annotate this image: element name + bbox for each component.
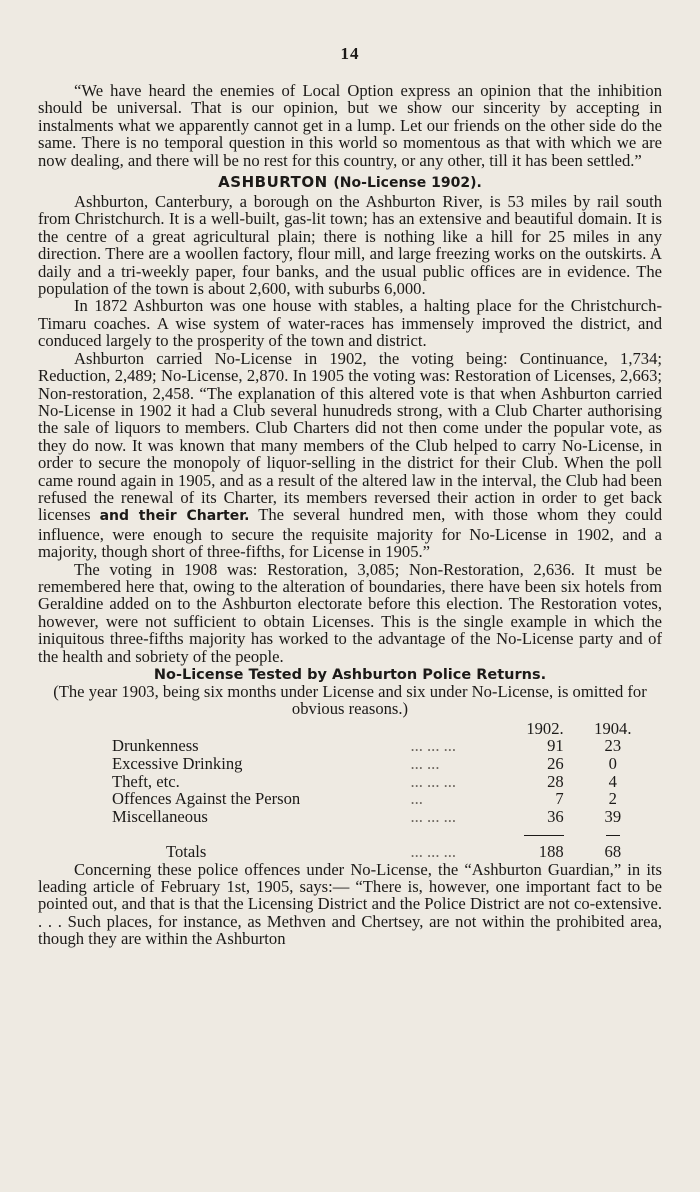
- row-label: Offences Against the Person: [112, 789, 301, 809]
- section-heading-main: ASHBURTON: [218, 173, 328, 192]
- row-1902-value: 7: [555, 789, 564, 809]
- voting-text-2: The several hundred men, with those whom they could influence, were enough to secure the requisite majority for No-License in 1902, and a majority, though short of three-fifths, for License in 1905.”: [38, 505, 662, 562]
- totals-label: Totals: [166, 841, 207, 861]
- voting-1908-paragraph: The voting in 1908 was: Restoration, 3,085; Non-Restoration, 2,636. It must be remembered here that, owing to the alteration of boundaries, there have been six hotels from Geraldine added on to the Ashburton electorate before this election. The Restoration votes, however, were not sufficient to obtain Licenses. This is the single example in which the iniquitous three-fifths majority has worked to the advantage of the No-License party and of the health and sobriety of the people.: [38, 559, 662, 666]
- totals-dots: ... ... ...: [410, 841, 457, 861]
- table-row: [112, 737, 662, 755]
- row-label: Drunkenness: [112, 736, 199, 756]
- row-1904-value: 23: [604, 736, 622, 756]
- history-paragraph: In 1872 Ashburton was one house with stables, a halting place for the Christchurch-Timaru coaches. A wise system of water-races has immensely improved the district, and conduced largely to the prosperity of the town and district.: [38, 296, 662, 351]
- table-row: [112, 808, 662, 826]
- section-heading: [38, 173, 662, 191]
- row-1904-value: 4: [608, 771, 617, 791]
- book-page: [38, 44, 662, 948]
- row-label: Miscellaneous: [112, 806, 208, 826]
- row-dots: ... ... ...: [410, 771, 457, 791]
- row-1902-value: 28: [547, 771, 564, 791]
- sum-rule-1902: [524, 835, 564, 836]
- table-header-row: [112, 720, 662, 738]
- page-number: 14: [340, 44, 360, 63]
- table-row: [112, 755, 662, 773]
- total-1902: 188: [538, 841, 564, 861]
- police-returns-table: [112, 720, 662, 861]
- row-1902-value: 36: [547, 806, 564, 826]
- total-1904: 68: [604, 841, 622, 861]
- row-1904-value: 0: [608, 754, 617, 773]
- voting-text-1: Ashburton carried No-License in 1902, the voting being: Continuance, 1,734; Reduction, 2,489; No-License, 2,870. In 1905 the voting was: Restoration of Licenses, 2,663; Non-restoration, 2,458. “The explanation of this altered vote is that when Ashburton carried No-License in 1902 it had a Club several hunudreds strong, with a Club Charter authorising the sale of liquors to members. Club Charters did not then come under the popular vote, as they do now. It was known that many members of the Club helped to carry No-License, in order to secure the monopoly of liquor-selling in the district for their Club. When the poll came round again in 1905, and as a result of the altered law in the interval, the Club had been refused the renewal of its Charter, its members reversed their action in order to get back licenses: [38, 348, 662, 525]
- totals-row: [112, 843, 662, 861]
- row-dots: ...: [410, 789, 423, 809]
- row-dots: ... ... ...: [410, 736, 457, 756]
- section-heading-sub: (No-License 1902).: [333, 175, 482, 192]
- quote-paragraph: “We have heard the enemies of Local Option express an opinion that the inhibition should be universal. That is our opinion, but we show our sincerity by accepting in instalments what we apparently cannot get in a lump. Let our friends on the other side do the same. There is no temporal question in this world so momentous as that with which we are now dealing, and there will be no rest for this country, or any other, till it has been settled.”: [38, 81, 662, 170]
- col-1904: 1904.: [594, 718, 632, 738]
- row-1904-value: 39: [604, 806, 622, 826]
- guardian-paragraph: Concerning these police offences under No-License, the “Ashburton Guardian,” in its leading article of February 1st, 1905, says:— “There is, however, one important fact to be pointed out, and that is that the Licensing District and the Police District are not co-extensive. . . . Such places, for instance, as Methven and Chertsey, are not within the prohibited area, though they are within the Ashburton: [38, 859, 662, 949]
- row-1902-value: 91: [547, 736, 564, 756]
- row-dots: ... ... ...: [410, 806, 457, 826]
- table-row: [112, 773, 662, 791]
- sum-rule-1904: [606, 835, 620, 836]
- table-row: [112, 790, 662, 808]
- row-label: Theft, etc.: [112, 771, 180, 791]
- row-label: Excessive Drinking: [112, 754, 243, 773]
- voting-text-bold: and their Charter.: [99, 508, 250, 525]
- row-dots: ... ...: [410, 754, 440, 773]
- col-1902: 1902.: [526, 718, 564, 738]
- table-note: (The year 1903, being six months under License and six under No-License, is omitted for obvious reasons.): [53, 682, 647, 719]
- voting-paragraph: [38, 350, 662, 561]
- row-1904-value: 2: [608, 789, 617, 809]
- table-heading: No-License Tested by Ashburton Police Returns.: [153, 667, 547, 683]
- description-paragraph: Ashburton, Canterbury, a borough on the Ashburton River, is 53 miles by rail south from Christchurch. It is a well-built, gas-lit town; has an extensive and beautiful domain. It is the centre of a great agricultural plain; there is nothing like a hill for 25 miles in any direction. There are a woollen factory, flour mill, and large freezing works on the outskirts. A daily and a tri-weekly paper, four banks, and the usual public offices are in evidence. The population of the town is about 2,600, with suburbs 6,000.: [38, 192, 662, 299]
- sum-rule-row: [112, 825, 662, 843]
- row-1902-value: 26: [547, 754, 564, 773]
